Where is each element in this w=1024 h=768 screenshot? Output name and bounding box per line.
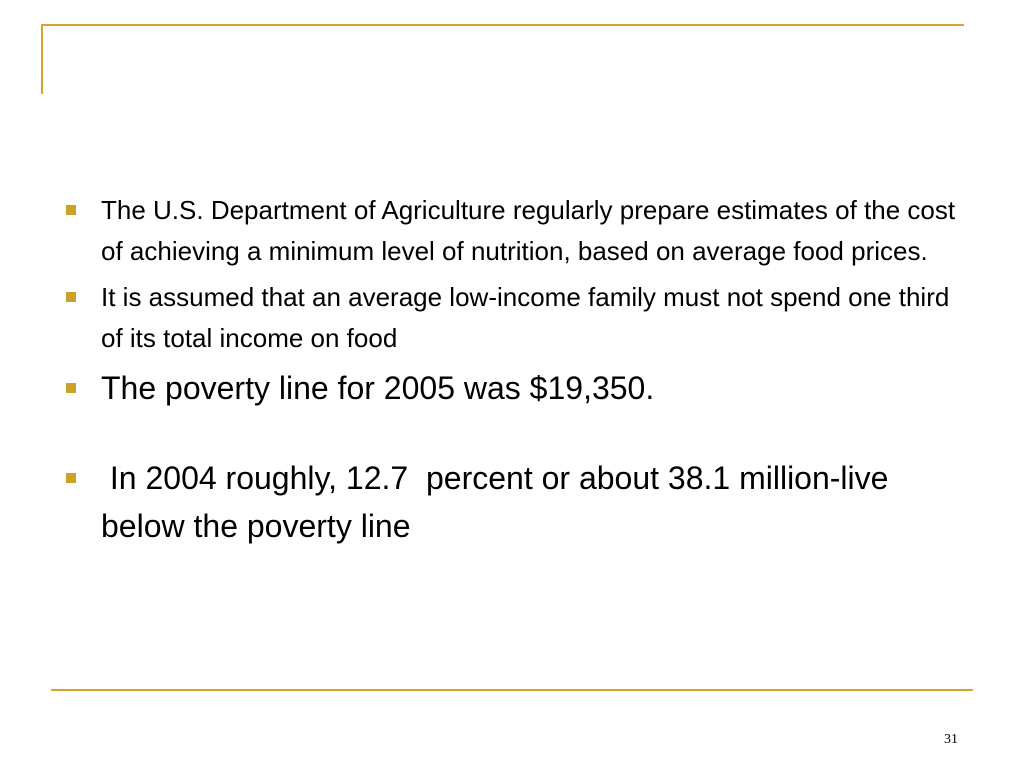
top-accent-rule — [41, 24, 964, 26]
bullet-text: It is assumed that an average low-income family must not spend one third of its total income on food — [101, 282, 957, 353]
square-bullet-icon — [66, 473, 76, 483]
square-bullet-icon — [66, 292, 76, 302]
bullet-text: In 2004 roughly, 12.7 percent or about 38.1 million-live below the poverty line — [101, 460, 898, 544]
bullet-item — [64, 277, 964, 359]
bullet-text: The U.S. Department of Agriculture regularly prepare estimates of the cost of achieving a minimum level of nutrition, based on average food prices. — [101, 195, 963, 266]
square-bullet-icon — [66, 383, 76, 393]
bullet-item — [64, 190, 964, 272]
left-accent-rule — [41, 24, 43, 94]
bullet-item — [64, 364, 964, 412]
slide-number: 31 — [944, 732, 958, 747]
bottom-accent-rule — [51, 689, 973, 691]
bullet-list — [64, 190, 964, 550]
bullet-item — [64, 454, 964, 550]
bullet-text: The poverty line for 2005 was $19,350. — [101, 370, 655, 406]
square-bullet-icon — [66, 205, 76, 215]
